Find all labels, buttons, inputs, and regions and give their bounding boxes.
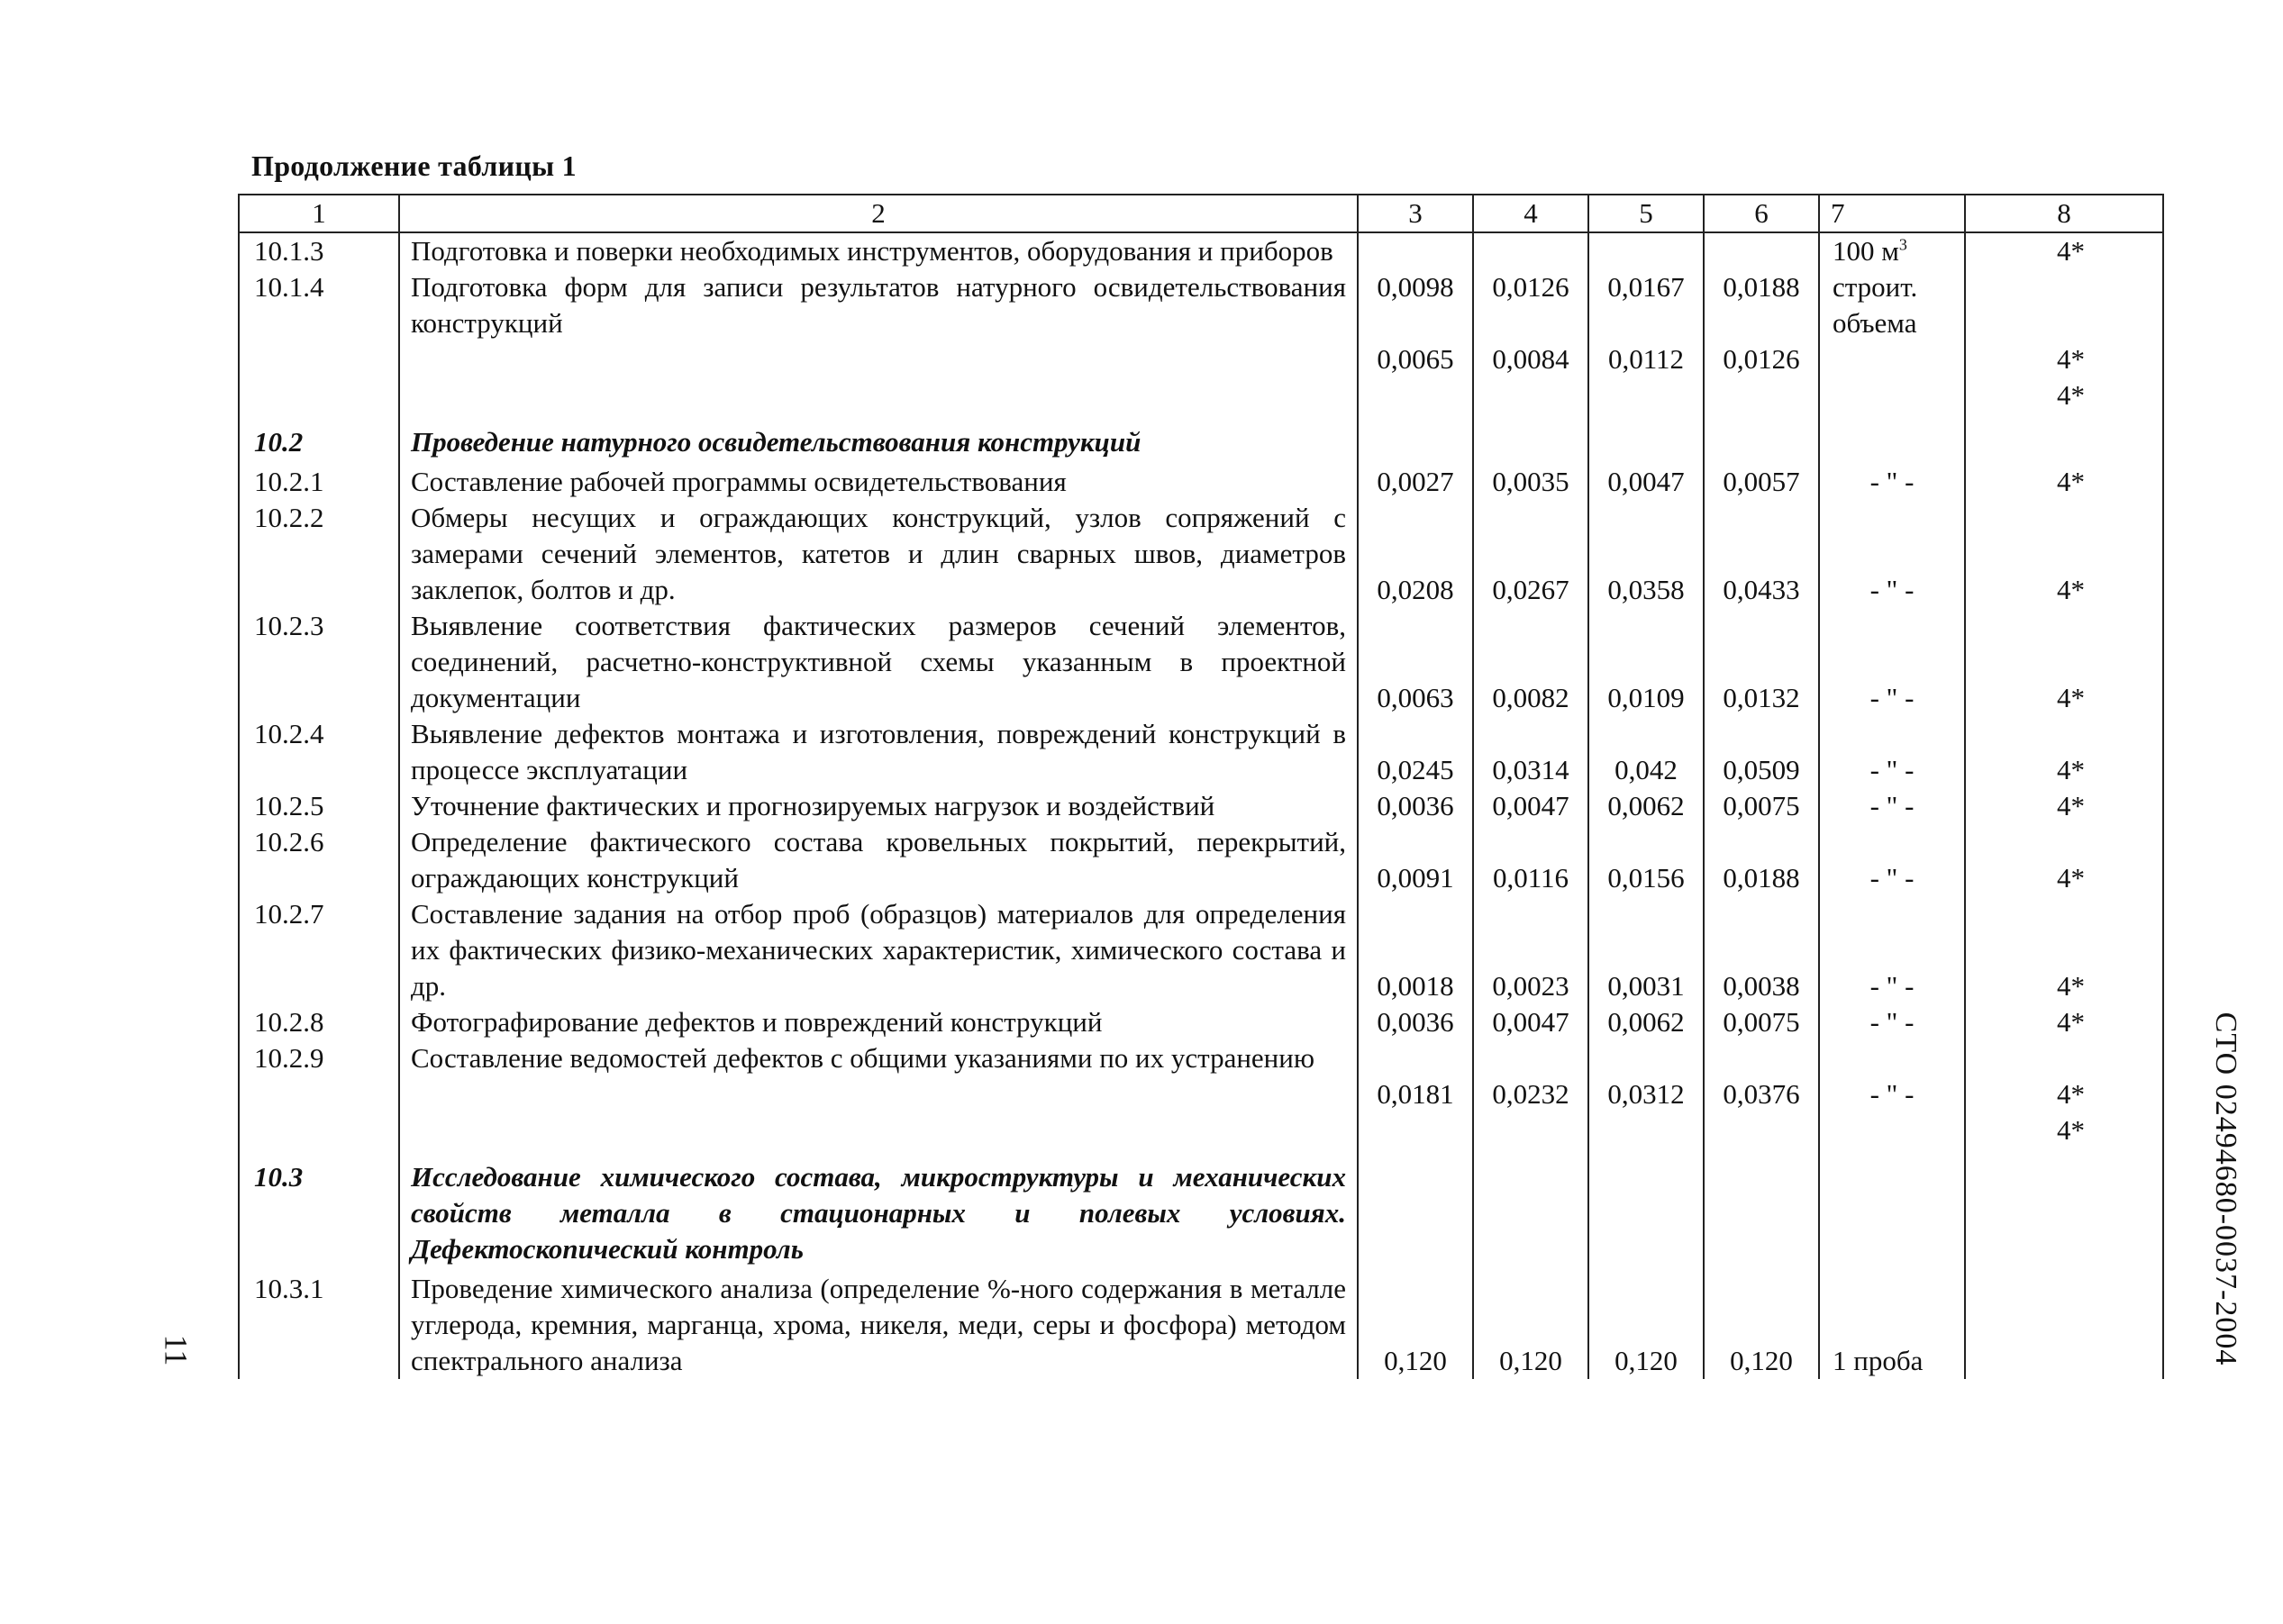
norm-col-3: 0,0208 [1358, 500, 1473, 608]
table-row [239, 824, 2163, 896]
norm-col-3: 0,0091 [1358, 824, 1473, 896]
category-col-8: 4* 4* [1965, 1040, 2163, 1148]
item-number: 10.2.5 [239, 788, 399, 824]
norm-col-5: 0,042 [1588, 716, 1704, 788]
item-description: Определение фактического состава кровельных покрытий, перекрытий, ограждающих конструкций [399, 824, 1358, 896]
section-number: 10.3 [239, 1148, 399, 1271]
section-row [239, 413, 2163, 464]
document-code-text: СТО 02494680-0037-2004 [2209, 1012, 2242, 1366]
norm-col-3: 0,0036 [1358, 788, 1473, 824]
unit-rest: строит. объема [1833, 271, 1918, 339]
category-col-8: 4* [1965, 716, 2163, 788]
norm-col-5: 0,0062 [1588, 788, 1704, 824]
item-description: Составление задания на отбор проб (образцов) материалов для определения их фактических физико-механических характеристик, химического состава и др. [399, 896, 1358, 1004]
item-number: 10.2.9 [239, 1040, 399, 1148]
header-col-5: 5 [1588, 195, 1704, 232]
norm-col-5: 0,0062 [1588, 1004, 1704, 1040]
item-number: 10.1.3 10.1.4 [239, 232, 399, 413]
item-description: Проведение химического анализа (определение %-ного содержания в металле углерода, кремния, марганца, хрома, никеля, меди, серы и фосфора) методом спектрального анализа [399, 1271, 1358, 1379]
unit-ditto: - " - [1819, 608, 1965, 716]
norm-col-4: 0,0035 [1473, 464, 1588, 500]
unit-value: 100 м [1833, 235, 1899, 267]
unit-ditto: - " - [1819, 896, 1965, 1004]
unit-ditto: - " - [1819, 464, 1965, 500]
header-col-8: 8 [1965, 195, 2163, 232]
norm-col-6: 0,0057 [1704, 464, 1819, 500]
table-row [239, 464, 2163, 500]
unit-ditto: - " - [1819, 716, 1965, 788]
norm-col-5: 0,0031 [1588, 896, 1704, 1004]
header-col-4: 4 [1473, 195, 1588, 232]
category-col-8: 4* [1965, 788, 2163, 824]
header-col-3: 3 [1358, 195, 1473, 232]
norm-col-5: 0,0109 [1588, 608, 1704, 716]
norm-col-4: 0,0116 [1473, 824, 1588, 896]
norm-col-6: 0,0075 [1704, 788, 1819, 824]
category-col-8: 4* 4* 4* [1965, 232, 2163, 413]
item-number: 10.2.8 [239, 1004, 399, 1040]
table-row [239, 1271, 2163, 1379]
header-col-2: 2 [399, 195, 1358, 232]
unit-ditto: - " - [1819, 500, 1965, 608]
table-caption: Продолжение таблицы 1 [251, 150, 577, 182]
norm-col-4: 0,0267 [1473, 500, 1588, 608]
norm-col-3: 0,0063 [1358, 608, 1473, 716]
norm-col-5: 0,0167 0,0112 [1588, 232, 1704, 413]
item-number: 10.2.2 [239, 500, 399, 608]
norm-col-3: 0,0036 [1358, 1004, 1473, 1040]
norm-col-3: 0,0245 [1358, 716, 1473, 788]
norm-col-5: 0,0358 [1588, 500, 1704, 608]
item-number: 10.2.3 [239, 608, 399, 716]
norm-col-3: 0,120 [1358, 1271, 1473, 1379]
norm-col-5: 0,120 [1588, 1271, 1704, 1379]
table-row [239, 608, 2163, 716]
document-code [2189, 1009, 2261, 1369]
item-number: 10.3.1 [239, 1271, 399, 1379]
unit-ditto: - " - [1819, 824, 1965, 896]
category-col-8: 4* [1965, 1004, 2163, 1040]
norm-col-6: 0,0433 [1704, 500, 1819, 608]
item-description: Составление ведомостей дефектов с общими указаниями по их устранению [399, 1040, 1358, 1148]
section-number: 10.2 [239, 413, 399, 464]
unit-exponent: 3 [1898, 235, 1907, 254]
norm-col-5: 0,0312 [1588, 1040, 1704, 1148]
norm-col-3: 0,0098 0,0065 [1358, 232, 1473, 413]
header-row [239, 195, 2163, 232]
table-row [239, 500, 2163, 608]
norm-col-6: 0,0376 [1704, 1040, 1819, 1148]
table-row [239, 788, 2163, 824]
item-description: Составление рабочей программы освидетельствования [399, 464, 1358, 500]
unit-ditto: - " - [1819, 1004, 1965, 1040]
unit-cell [1819, 232, 1965, 413]
section-title: Исследование химического состава, микроструктуры и механических свойств металла в стационарных и полевых условиях. Дефектоскопический контроль [399, 1148, 1358, 1271]
norm-col-3: 0,0027 [1358, 464, 1473, 500]
section-title: Проведение натурного освидетельствования конструкций [399, 413, 1358, 464]
item-description: Подготовка и поверки необходимых инструментов, оборудования и приборов Подготовка форм для записи результатов натурного освидетельствования конструкций [399, 232, 1358, 413]
table-row [239, 1040, 2163, 1148]
norms-table [238, 194, 2162, 1376]
table-row [239, 1004, 2163, 1040]
norm-col-5: 0,0156 [1588, 824, 1704, 896]
unit-ditto: - " - [1819, 788, 1965, 824]
norm-col-5: 0,0047 [1588, 464, 1704, 500]
category-col-8: 4* [1965, 896, 2163, 1004]
table-row [239, 716, 2163, 788]
item-number: 10.2.6 [239, 824, 399, 896]
norm-col-3: 0,0181 [1358, 1040, 1473, 1148]
item-number: 10.2.1 [239, 464, 399, 500]
norm-col-4: 0,0232 [1473, 1040, 1588, 1148]
section-row [239, 1148, 2163, 1271]
norm-col-6: 0,0038 [1704, 896, 1819, 1004]
header-col-7: 7 [1819, 195, 1965, 232]
item-number: 10.2.7 [239, 896, 399, 1004]
item-number: 10.2.4 [239, 716, 399, 788]
norm-col-6: 0,0075 [1704, 1004, 1819, 1040]
item-description: Уточнение фактических и прогнозируемых нагрузок и воздействий [399, 788, 1358, 824]
unit-ditto: - " - [1819, 1040, 1965, 1148]
norm-col-4: 0,0047 [1473, 1004, 1588, 1040]
table-row [239, 896, 2163, 1004]
header-col-6: 6 [1704, 195, 1819, 232]
header-col-1: 1 [239, 195, 399, 232]
category-col-8: 4* [1965, 464, 2163, 500]
norm-col-6: 0,120 [1704, 1271, 1819, 1379]
norm-col-6: 0,0188 [1704, 824, 1819, 896]
table-row [239, 232, 2163, 413]
item-description: Выявление дефектов монтажа и изготовления, повреждений конструкций в процессе эксплуатации [399, 716, 1358, 788]
norm-col-6: 0,0132 [1704, 608, 1819, 716]
category-col-8: 4* [1965, 500, 2163, 608]
page-number: 11 [158, 1334, 195, 1366]
category-col-8: 4* [1965, 608, 2163, 716]
norm-col-4: 0,0047 [1473, 788, 1588, 824]
unit-cell: 1 проба [1819, 1271, 1965, 1379]
norm-col-4: 0,0082 [1473, 608, 1588, 716]
category-col-8: 4* [1965, 824, 2163, 896]
item-description: Фотографирование дефектов и повреждений конструкций [399, 1004, 1358, 1040]
norm-col-3: 0,0018 [1358, 896, 1473, 1004]
category-col-8 [1965, 1271, 2163, 1379]
norm-col-4: 0,0023 [1473, 896, 1588, 1004]
norm-col-4: 0,0314 [1473, 716, 1588, 788]
norm-col-6: 0,0188 0,0126 [1704, 232, 1819, 413]
item-description: Выявление соответствия фактических размеров сечений элементов, соединений, расчетно-конструктивной схемы указанным в проектной документации [399, 608, 1358, 716]
norm-col-4: 0,120 [1473, 1271, 1588, 1379]
item-description: Обмеры несущих и ограждающих конструкций, узлов сопряжений с замерами сечений элементов, катетов и длин сварных швов, диаметров заклепок, болтов и др. [399, 500, 1358, 608]
norm-col-6: 0,0509 [1704, 716, 1819, 788]
norm-col-4: 0,0126 0,0084 [1473, 232, 1588, 413]
